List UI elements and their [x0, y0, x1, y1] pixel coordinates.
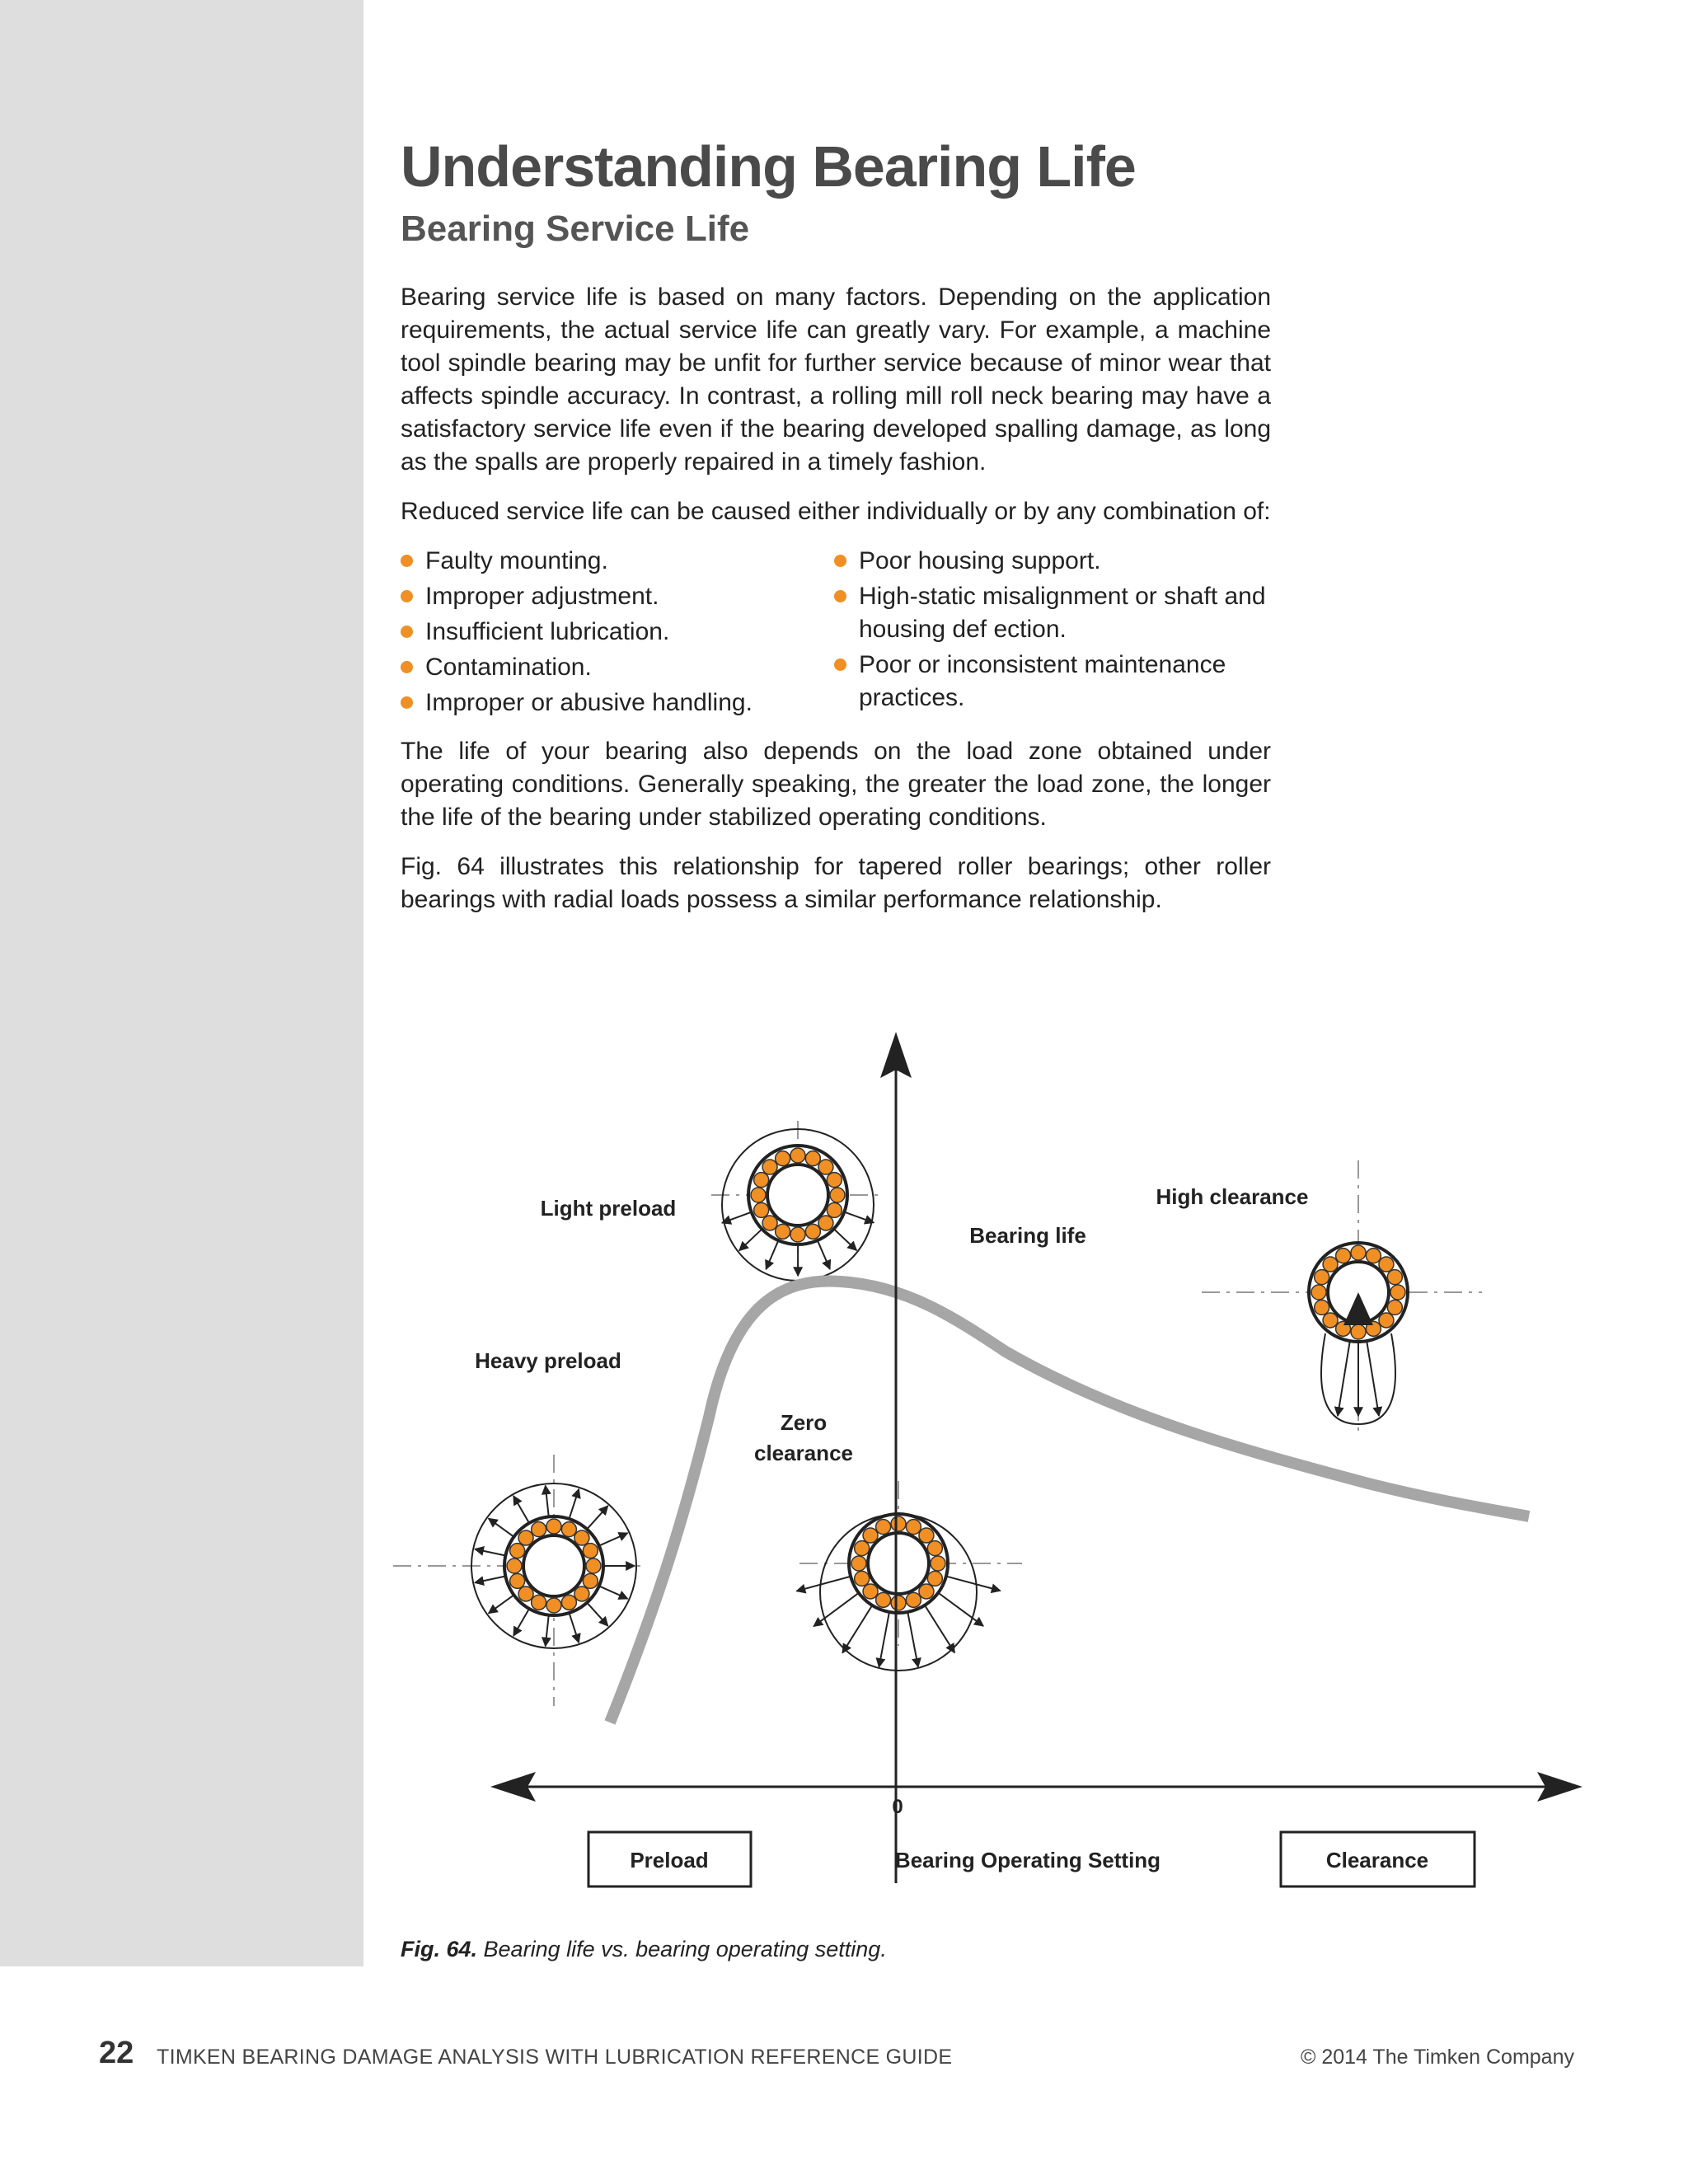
load-arrow [842, 1605, 872, 1653]
roller [919, 1528, 934, 1543]
load-arrow [475, 1576, 505, 1582]
load-arrow [879, 1612, 889, 1667]
roller [827, 1173, 842, 1188]
roller [1336, 1249, 1351, 1263]
load-arrow [546, 1486, 549, 1517]
roller [510, 1544, 525, 1558]
roller [1387, 1270, 1402, 1285]
label-zero-clearance-line1: Zero [780, 1410, 828, 1435]
paragraph-load-zone: The life of your bearing also depends on the load zone obtained under operating conditions. Generally speaking, the greater the load zone, the longer the life of the bearing under stabilized operating conditions. [401, 737, 1271, 831]
bearing-life-figure [379, 1022, 1591, 1896]
load-arrow [570, 1489, 579, 1519]
cause-list [401, 545, 1271, 722]
load-arrow [475, 1549, 505, 1556]
roller [754, 1173, 769, 1188]
load-arrow [587, 1506, 607, 1529]
roller [751, 1188, 766, 1202]
roller [863, 1528, 878, 1543]
bearing-life-curve [610, 1281, 1529, 1722]
roller [1323, 1313, 1338, 1328]
label-clearance: Clearance [1325, 1848, 1429, 1872]
roller [931, 1556, 945, 1571]
roller [876, 1592, 891, 1607]
load-arrow [844, 1212, 874, 1223]
inner-ring [868, 1533, 929, 1594]
load-arrow [834, 1229, 857, 1250]
section-subtitle: Bearing Service Life [401, 209, 750, 249]
roller [762, 1160, 777, 1174]
list-item: High-static misalignment or shaft and housing def ection. [834, 580, 1271, 646]
roller [574, 1530, 589, 1545]
load-arrow [796, 1577, 851, 1591]
roller [510, 1573, 525, 1588]
list-item: Insufficient lubrication. [401, 616, 834, 649]
roller [1351, 1245, 1366, 1260]
page-number: 22 [99, 2036, 134, 2070]
label-preload: Preload [630, 1848, 709, 1872]
roller [1379, 1257, 1394, 1272]
roller [574, 1586, 589, 1601]
guide-title: TIMKEN BEARING DAMAGE ANALYSIS WITH LUBRICATION REFERENCE GUIDE [157, 2046, 953, 2069]
load-arrow [818, 1240, 830, 1269]
load-arrow [489, 1518, 514, 1536]
roller [776, 1224, 790, 1239]
roller [855, 1571, 870, 1586]
roller [1387, 1300, 1402, 1315]
roller [561, 1595, 576, 1610]
roller [855, 1541, 870, 1556]
list-item: Improper adjustment. [401, 580, 834, 613]
load-arrow [1338, 1340, 1350, 1416]
label-high-clearance: High clearance [1156, 1184, 1309, 1209]
roller [805, 1151, 820, 1166]
roller [830, 1188, 845, 1202]
paragraph-service-life: Bearing service life is based on many factors. Depending on the application requirements, the actual service life can greatly vary. For example, a machine tool spindle bearing may be unfit for further service because of minor wear that affects spindle accuracy. In contrast, a rolling mill roll neck bearing may have a satisfactory service life even if the bearing developed spalling damage, as long as the spalls are properly repaired in a timely fashion. [401, 283, 1271, 476]
roller [827, 1202, 842, 1217]
roller [906, 1592, 921, 1607]
load-arrow [513, 1609, 529, 1636]
roller [1379, 1313, 1394, 1328]
caption-figure-number: Fig. 64. [401, 1937, 478, 1961]
roller [927, 1541, 942, 1556]
roller [518, 1586, 533, 1601]
copyright: © 2014 The Timken Company [1300, 2046, 1574, 2069]
bearing-life-diagram [379, 1022, 1591, 1896]
roller [906, 1520, 921, 1535]
list-item: Faulty mounting. [401, 545, 834, 578]
roller [507, 1558, 522, 1573]
cause-list-left [401, 545, 834, 722]
inner-ring [523, 1535, 584, 1596]
roller [1390, 1285, 1405, 1300]
roller [1315, 1300, 1329, 1315]
roller [776, 1151, 790, 1166]
roller [863, 1584, 878, 1599]
main-content [401, 132, 1271, 933]
page-title: Understanding Bearing Life [401, 134, 1136, 199]
roller [790, 1227, 805, 1242]
roller [805, 1224, 820, 1239]
roller [927, 1571, 942, 1586]
roller [561, 1522, 576, 1537]
light-preload-bearing-icon [711, 1121, 884, 1281]
roller [583, 1544, 598, 1558]
roller [1366, 1249, 1381, 1263]
roller [546, 1598, 561, 1613]
load-arrow [766, 1240, 778, 1269]
roller [586, 1558, 601, 1573]
load-arrow [513, 1496, 529, 1523]
load-arrow [925, 1605, 954, 1653]
roller [851, 1556, 866, 1571]
load-arrow [1367, 1340, 1379, 1416]
roller [532, 1595, 546, 1610]
roller [762, 1216, 777, 1230]
roller [1315, 1270, 1329, 1285]
roller [1323, 1257, 1338, 1272]
page-footer [99, 2036, 1574, 2077]
page-sidebar-band [0, 0, 363, 1966]
load-arrow [570, 1613, 579, 1643]
paragraph-fig-reference: Fig. 64 illustrates this relationship for tapered roller bearings; other roller bearings with radial loads possess a similar performance relationship. [401, 852, 1271, 913]
roller [891, 1596, 906, 1610]
load-arrow [599, 1533, 628, 1545]
roller [891, 1516, 906, 1531]
inner-ring [767, 1165, 828, 1226]
load-arrow [907, 1612, 918, 1667]
roller [546, 1519, 561, 1534]
roller [790, 1148, 805, 1163]
load-arrow [599, 1586, 628, 1598]
label-light-preload: Light preload [540, 1196, 677, 1221]
roller [876, 1520, 891, 1535]
load-arrow [946, 1577, 1001, 1591]
roller [532, 1522, 546, 1537]
list-item: Improper or abusive handling. [401, 687, 834, 719]
load-arrow [739, 1229, 762, 1250]
label-zero-clearance-line2: clearance [754, 1441, 853, 1465]
paragraph-reduced-life: Reduced service life can be caused either individually or by any combination of: [401, 497, 1271, 525]
cause-list-right [834, 545, 1271, 722]
label-bearing-life: Bearing life [969, 1223, 1086, 1248]
roller [1311, 1285, 1326, 1300]
load-arrow [489, 1595, 514, 1613]
load-arrow [722, 1212, 752, 1223]
roller [518, 1530, 533, 1545]
load-arrow [546, 1615, 549, 1647]
heavy-preload-bearing-icon [393, 1455, 640, 1706]
roller [583, 1573, 598, 1588]
load-arrow [587, 1603, 607, 1626]
caption-text: Bearing life vs. bearing operating setting. [477, 1937, 887, 1961]
roller [1351, 1324, 1366, 1339]
list-item: Contamination. [401, 651, 834, 684]
figure-caption [401, 1937, 887, 1962]
label-operating-setting: Bearing Operating Setting [894, 1848, 1161, 1872]
roller [754, 1202, 769, 1217]
roller [818, 1216, 833, 1230]
roller [919, 1584, 934, 1599]
label-origin: 0 [892, 1796, 903, 1818]
list-item: Poor or inconsistent maintenance practices. [834, 649, 1271, 715]
zero-clearance-bearing-icon [796, 1481, 1022, 1671]
roller [818, 1160, 833, 1174]
list-item: Poor housing support. [834, 545, 1271, 578]
label-heavy-preload: Heavy preload [475, 1348, 621, 1373]
